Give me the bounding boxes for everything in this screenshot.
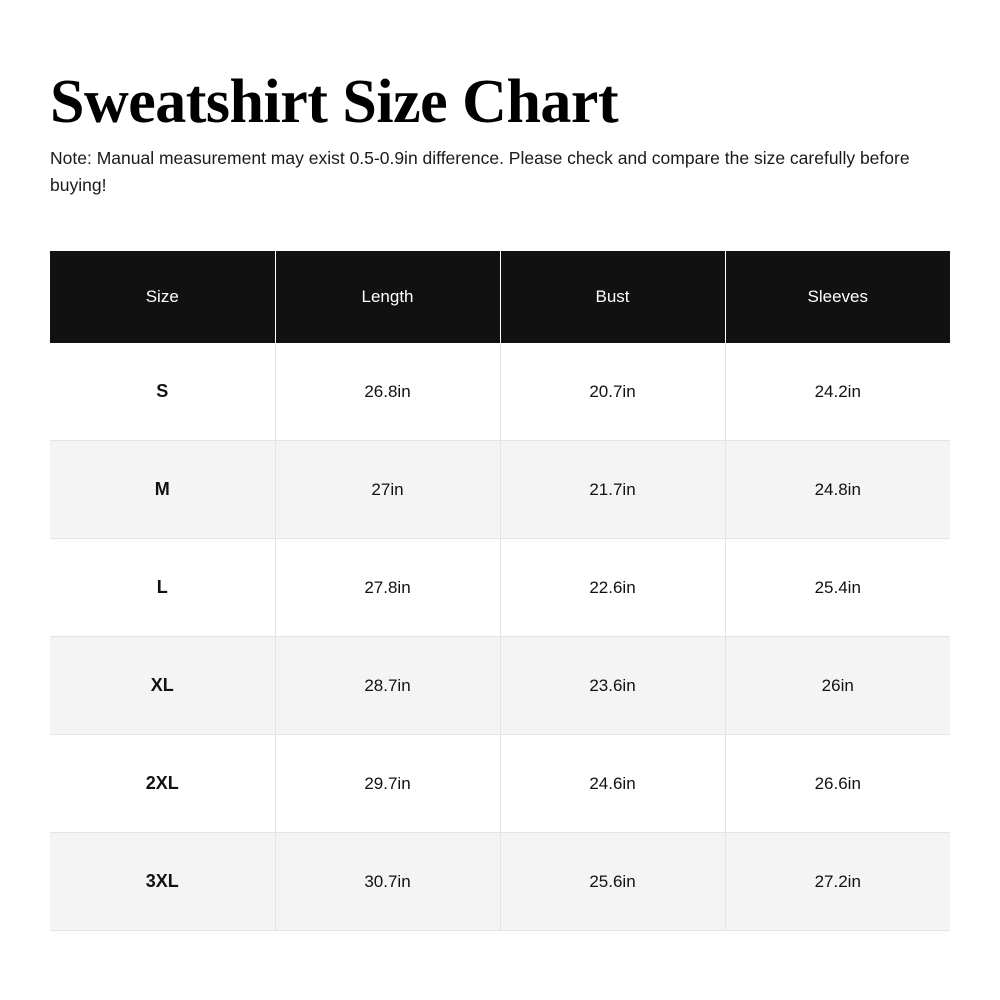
cell-length: 27.8in	[275, 539, 500, 637]
table-row	[50, 441, 950, 539]
cell-size: M	[50, 441, 275, 539]
cell-length: 28.7in	[275, 637, 500, 735]
cell-size: 2XL	[50, 735, 275, 833]
table-row	[50, 539, 950, 637]
cell-bust: 20.7in	[500, 343, 725, 441]
cell-bust: 22.6in	[500, 539, 725, 637]
table-header	[50, 251, 950, 343]
cell-size: S	[50, 343, 275, 441]
cell-bust: 25.6in	[500, 833, 725, 931]
cell-length: 27in	[275, 441, 500, 539]
cell-length: 26.8in	[275, 343, 500, 441]
column-header-size: Size	[50, 251, 275, 343]
cell-size: L	[50, 539, 275, 637]
cell-bust: 24.6in	[500, 735, 725, 833]
table-row	[50, 833, 950, 931]
page-title: Sweatshirt Size Chart	[50, 68, 619, 136]
table-row	[50, 343, 950, 441]
table-row	[50, 735, 950, 833]
cell-sleeves: 24.8in	[725, 441, 950, 539]
table-body	[50, 343, 950, 931]
size-chart-table-wrapper	[50, 251, 950, 931]
cell-sleeves: 27.2in	[725, 833, 950, 931]
cell-size: XL	[50, 637, 275, 735]
cell-sleeves: 24.2in	[725, 343, 950, 441]
column-header-sleeves: Sleeves	[725, 251, 950, 343]
table-row	[50, 637, 950, 735]
cell-sleeves: 25.4in	[725, 539, 950, 637]
size-chart-table	[50, 251, 950, 931]
cell-length: 29.7in	[275, 735, 500, 833]
cell-size: 3XL	[50, 833, 275, 931]
cell-bust: 23.6in	[500, 637, 725, 735]
cell-length: 30.7in	[275, 833, 500, 931]
measurement-note: Note: Manual measurement may exist 0.5-0.9in difference. Please check and compare the size carefully before buying!	[50, 148, 910, 196]
column-header-bust: Bust	[500, 251, 725, 343]
cell-sleeves: 26.6in	[725, 735, 950, 833]
table-header-row	[50, 251, 950, 343]
column-header-length: Length	[275, 251, 500, 343]
cell-sleeves: 26in	[725, 637, 950, 735]
cell-bust: 21.7in	[500, 441, 725, 539]
